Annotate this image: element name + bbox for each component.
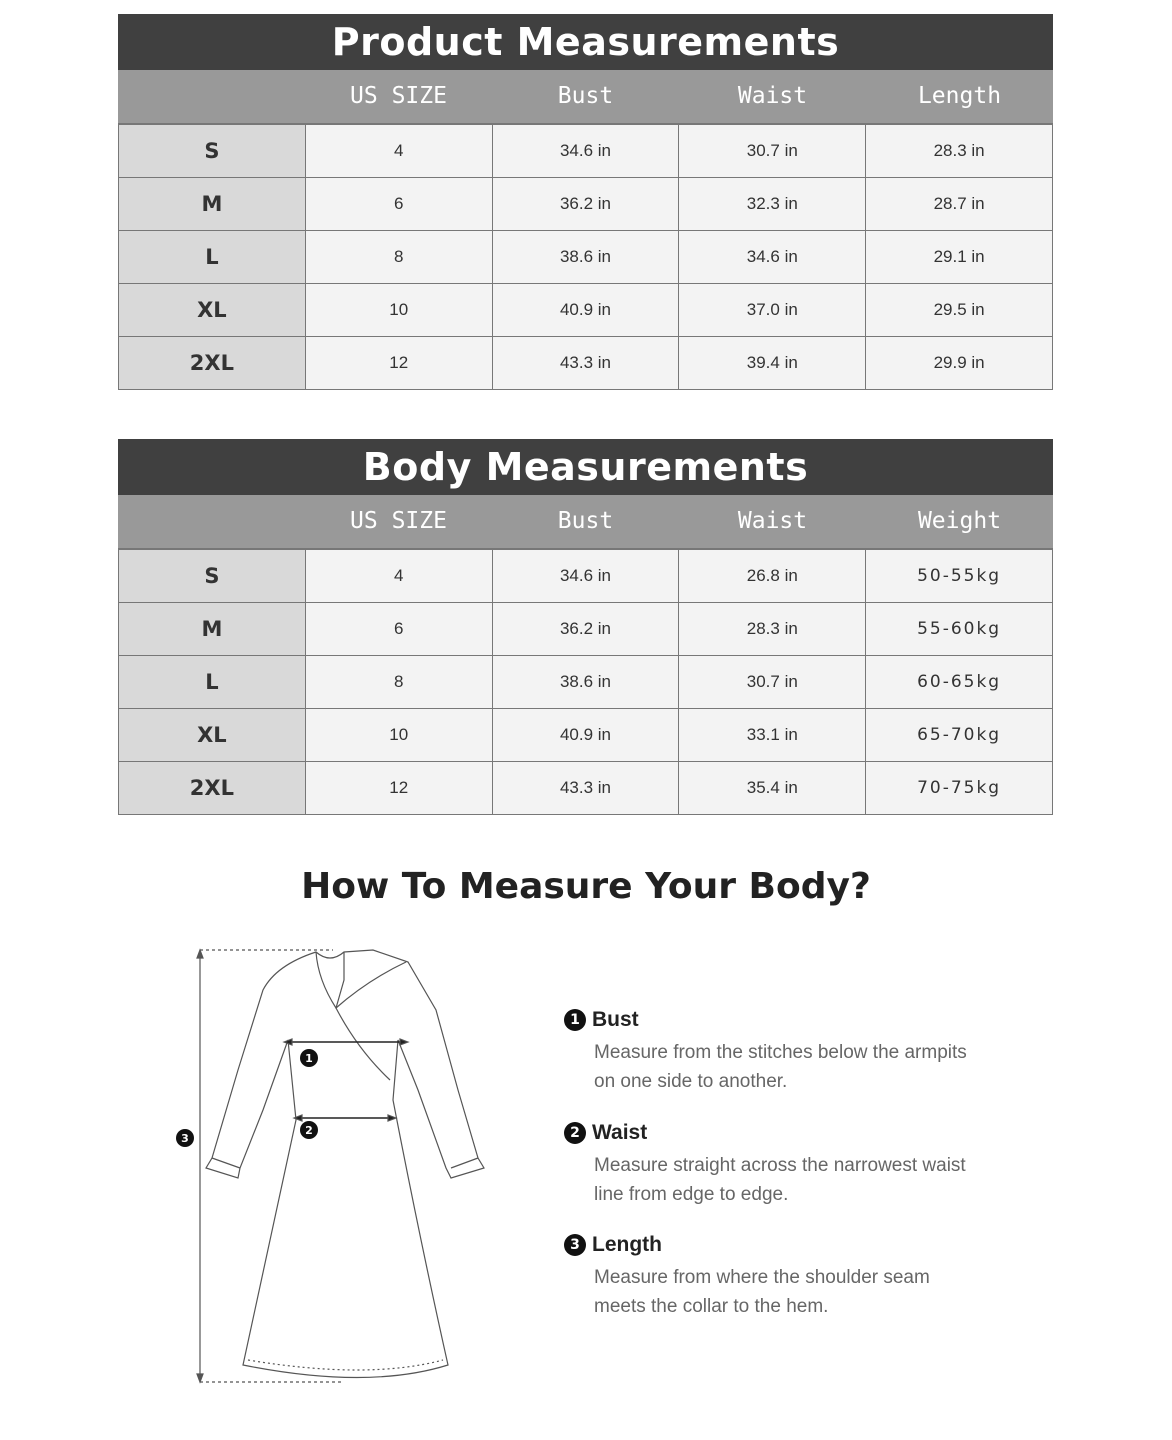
waist-cell: 32.3 in: [679, 178, 866, 230]
weight-cell: 50-55kg: [866, 550, 1053, 602]
description-line: on one side to another.: [594, 1071, 788, 1092]
size-cell: M: [118, 603, 306, 655]
size-cell: S: [118, 550, 306, 602]
size-cell: XL: [118, 709, 306, 761]
size-cell: 2XL: [118, 337, 306, 389]
number-badge-icon: 3: [564, 1234, 586, 1256]
header-cell: Length: [917, 83, 1002, 109]
us-size-cell: 8: [306, 231, 493, 283]
bust-cell: 43.3 in: [493, 337, 680, 389]
description-line: Measure from the stitches below the armpits: [594, 1042, 967, 1063]
instruction-description: [594, 1263, 1004, 1321]
waist-cell: 34.6 in: [679, 231, 866, 283]
us-size-cell: 6: [306, 603, 493, 655]
product-measurements-table: [118, 14, 1053, 390]
how-to-measure-title: How To Measure Your Body?: [301, 866, 871, 907]
waist-cell: 28.3 in: [679, 603, 866, 655]
us-size-cell: 10: [306, 709, 493, 761]
size-cell: 2XL: [118, 762, 306, 814]
header-cell: Bust: [557, 508, 614, 534]
hem-stitch: [248, 1360, 443, 1370]
dress-diagram-icon: [168, 940, 498, 1390]
bust-cell: 36.2 in: [493, 178, 680, 230]
table-row: [118, 603, 1053, 656]
instruction-description: [594, 1151, 1004, 1209]
product-header-row: [118, 70, 1053, 123]
length-cell: 29.1 in: [866, 231, 1053, 283]
left-cuff: [212, 1158, 240, 1168]
instruction-label: Waist: [592, 1121, 648, 1144]
header-cell: [118, 70, 305, 123]
dress-wrap-line: [336, 962, 406, 1008]
bust-cell: 40.9 in: [493, 709, 680, 761]
bust-cell: 34.6 in: [493, 550, 680, 602]
bust-cell: 34.6 in: [493, 125, 680, 177]
product-rows: [118, 123, 1053, 390]
us-size-cell: 4: [306, 550, 493, 602]
description-line: line from edge to edge.: [594, 1184, 789, 1205]
weight-cell: 70-75kg: [866, 762, 1053, 814]
waist-cell: 26.8 in: [679, 550, 866, 602]
length-cell: 29.9 in: [866, 337, 1053, 389]
header-cell: [118, 495, 305, 548]
body-rows: [118, 548, 1053, 815]
us-size-cell: 6: [306, 178, 493, 230]
marker-2-label: 2: [305, 1124, 313, 1137]
length-cell: 29.5 in: [866, 284, 1053, 336]
dress-wrap-line-2: [336, 1008, 390, 1080]
description-line: Measure from where the shoulder seam: [594, 1267, 930, 1288]
body-header-row: [118, 495, 1053, 548]
instruction-length: [564, 1233, 1004, 1321]
table-row: [118, 284, 1053, 337]
product-table-title: Product Measurements: [118, 14, 1053, 70]
number-badge-icon: 2: [564, 1122, 586, 1144]
waist-cell: 30.7 in: [679, 125, 866, 177]
waist-cell: 37.0 in: [679, 284, 866, 336]
bust-cell: 43.3 in: [493, 762, 680, 814]
instruction-bust: [564, 1008, 1004, 1096]
weight-cell: 55-60kg: [866, 603, 1053, 655]
bust-cell: 38.6 in: [493, 231, 680, 283]
header-cell: Waist: [737, 83, 808, 109]
us-size-cell: 8: [306, 656, 493, 708]
size-cell: M: [118, 178, 306, 230]
size-cell: S: [118, 125, 306, 177]
dress-collar: [316, 952, 344, 1008]
description-line: meets the collar to the hem.: [594, 1296, 829, 1317]
us-size-cell: 10: [306, 284, 493, 336]
bust-cell: 38.6 in: [493, 656, 680, 708]
length-cell: 28.3 in: [866, 125, 1053, 177]
weight-cell: 60-65kg: [866, 656, 1053, 708]
bust-cell: 36.2 in: [493, 603, 680, 655]
header-cell: Bust: [557, 83, 614, 109]
waist-cell: 30.7 in: [679, 656, 866, 708]
table-row: [118, 178, 1053, 231]
waist-cell: 39.4 in: [679, 337, 866, 389]
length-cell: 28.7 in: [866, 178, 1053, 230]
table-row: [118, 231, 1053, 284]
number-badge-icon: 1: [564, 1009, 586, 1031]
description-line: Measure straight across the narrowest waist: [594, 1155, 966, 1176]
waist-cell: 33.1 in: [679, 709, 866, 761]
marker-3-label: 3: [181, 1132, 189, 1145]
waist-cell: 35.4 in: [679, 762, 866, 814]
instruction-description: [594, 1038, 1004, 1096]
us-size-cell: 12: [306, 762, 493, 814]
table-row: [118, 656, 1053, 709]
weight-cell: 65-70kg: [866, 709, 1053, 761]
instruction-label: Bust: [592, 1008, 639, 1031]
dress-outline: [206, 950, 484, 1378]
table-row: [118, 709, 1053, 762]
header-cell: US SIZE: [350, 83, 447, 109]
size-cell: L: [118, 656, 306, 708]
body-measurements-table: [118, 439, 1053, 815]
table-row: [118, 124, 1053, 178]
header-cell: US SIZE: [350, 508, 447, 534]
size-cell: L: [118, 231, 306, 283]
header-cell: Waist: [737, 508, 808, 534]
size-cell: XL: [118, 284, 306, 336]
header-cell: Weight: [917, 508, 1002, 534]
us-size-cell: 12: [306, 337, 493, 389]
right-cuff: [451, 1158, 478, 1168]
table-row: [118, 762, 1053, 815]
table-row: [118, 549, 1053, 603]
table-row: [118, 337, 1053, 390]
marker-1-label: 1: [305, 1052, 313, 1065]
instruction-waist: [564, 1121, 1004, 1209]
instruction-label: Length: [592, 1233, 662, 1256]
bust-cell: 40.9 in: [493, 284, 680, 336]
body-table-title: Body Measurements: [118, 439, 1053, 495]
us-size-cell: 4: [306, 125, 493, 177]
